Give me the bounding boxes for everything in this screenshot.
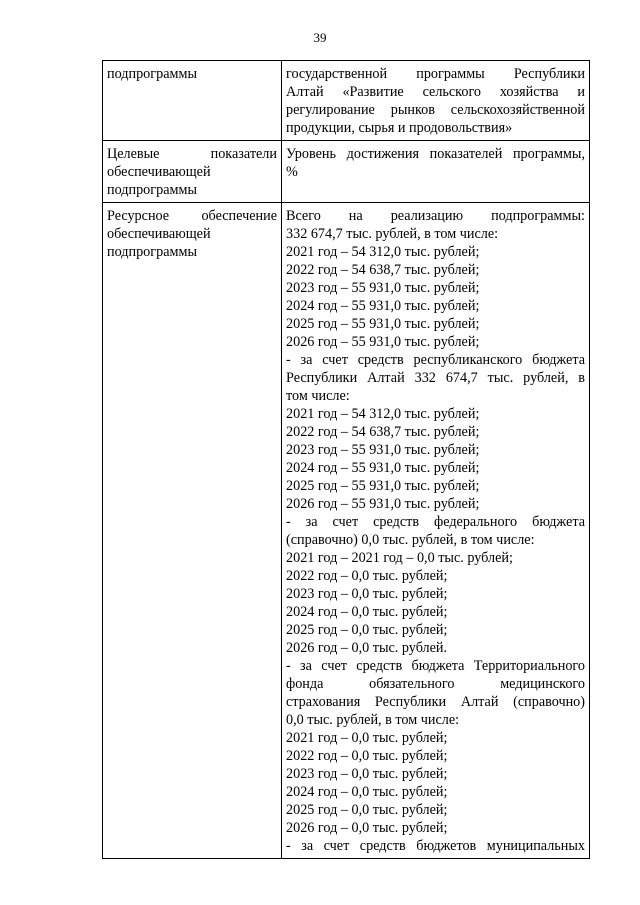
funding-line: 2025 год – 0,0 тыс. рублей; [286,622,448,638]
funding-line: 2022 год – 0,0 тыс. рублей; [286,748,448,764]
row-label-line: обеспечивающей [107,226,211,242]
row-label-cell [103,203,282,859]
funding-line: 2021 год – 0,0 тыс. рублей; [286,730,448,746]
funding-line: 2022 год – 54 638,7 тыс. рублей; [286,424,480,440]
row-value-line: Алтай «Развитие сельского хозяйства и [286,84,585,100]
row-value-line: % [286,164,298,180]
funding-line: 2024 год – 55 931,0 тыс. рублей; [286,298,480,314]
funding-line: 2023 год – 55 931,0 тыс. рублей; [286,280,480,296]
page-number: 39 [313,30,327,45]
row-label-line: подпрограммы [107,182,197,198]
funding-line: 2026 год – 0,0 тыс. рублей; [286,820,448,836]
resource-funding-cell [282,203,590,859]
subprogram-passport-table [102,60,590,859]
funding-line: 2024 год – 0,0 тыс. рублей; [286,784,448,800]
table-row [103,203,590,859]
row-label-line: Целевые показатели [107,146,277,162]
row-value-cell [282,61,590,141]
table-row [103,61,590,141]
funding-line: 2022 год – 54 638,7 тыс. рублей; [286,262,480,278]
funding-line: 2026 год – 55 931,0 тыс. рублей; [286,334,480,350]
row-value-line: государственной программы Республики [286,66,585,82]
funding-line: 332 674,7 тыс. рублей, в том числе: [286,226,499,242]
funding-line: 2024 год – 55 931,0 тыс. рублей; [286,460,480,476]
row-value-cell [282,141,590,203]
funding-line: 2021 год – 54 312,0 тыс. рублей; [286,244,480,260]
funding-line: 2026 год – 55 931,0 тыс. рублей; [286,496,480,512]
funding-line: 2026 год – 0,0 тыс. рублей. [286,640,448,656]
funding-line: Всего на реализацию подпрограммы: [286,208,585,224]
funding-line: - за счет средств бюджетов муниципальных [286,838,585,854]
funding-line: 2025 год – 0,0 тыс. рублей; [286,802,448,818]
funding-line: страхования Республики Алтай (справочно) [286,694,585,710]
funding-line: 2024 год – 0,0 тыс. рублей; [286,604,448,620]
funding-line: - за счет средств федерального бюджета [286,514,585,530]
funding-line: 2023 год – 0,0 тыс. рублей; [286,586,448,602]
funding-line: том числе: [286,388,350,404]
funding-line: Республики Алтай 332 674,7 тыс. рублей, в [286,370,585,386]
row-value-line: Уровень достижения показателей программы, [286,146,585,162]
row-label-line: подпрограммы [107,244,197,260]
row-label-cell [103,61,282,141]
funding-line: (справочно) 0,0 тыс. рублей, в том числе: [286,532,535,548]
funding-line: 2021 год – 2021 год – 0,0 тыс. рублей; [286,550,513,566]
row-label-line: Ресурсное обеспечение [107,208,277,224]
funding-line: 2023 год – 0,0 тыс. рублей; [286,766,448,782]
funding-line: - за счет средств республиканского бюджета [286,352,585,368]
funding-line: - за счет средств бюджета Территориального [286,658,585,674]
row-label-cell [103,141,282,203]
funding-line: фонда обязательного медицинского [286,676,585,692]
funding-line: 2025 год – 55 931,0 тыс. рублей; [286,478,480,494]
row-label-line: подпрограммы [107,66,197,82]
funding-line: 2023 год – 55 931,0 тыс. рублей; [286,442,480,458]
table-row [103,141,590,203]
funding-line: 0,0 тыс. рублей, в том числе: [286,712,460,728]
funding-line: 2021 год – 54 312,0 тыс. рублей; [286,406,480,422]
row-label-line: обеспечивающей [107,164,211,180]
row-value-line: регулирование рынков сельскохозяйственной [286,102,585,118]
funding-line: 2025 год – 55 931,0 тыс. рублей; [286,316,480,332]
funding-line: 2022 год – 0,0 тыс. рублей; [286,568,448,584]
row-value-line: продукции, сырья и продовольствия» [286,120,513,136]
